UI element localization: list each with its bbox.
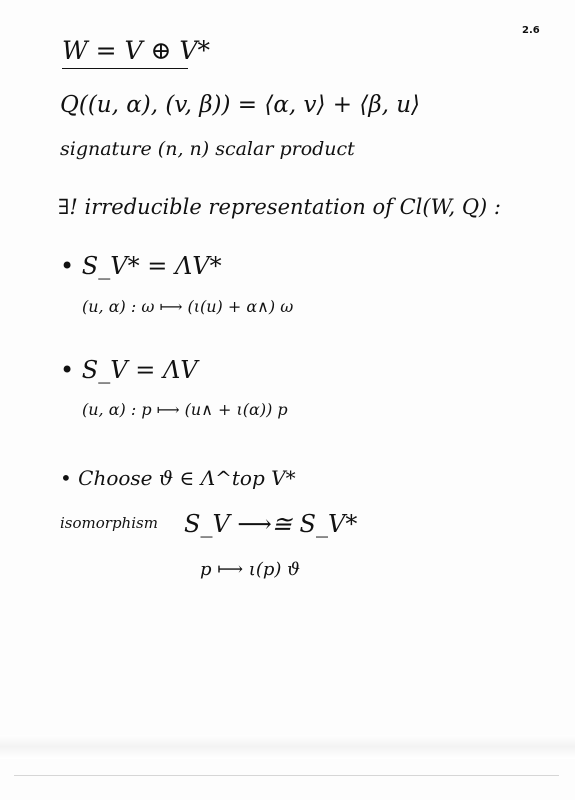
page-bottom-edge [14,775,559,776]
isomorphism-label: isomorphism [60,514,158,532]
irreducible-representation-line: ∃! irreducible representation of Cl(W, Q) : [58,195,501,219]
title-equation: W = V ⊕ V* [62,36,210,65]
bullet-marker: • [60,356,75,384]
bullet-choose [60,468,296,488]
isomorphism-map: S_V ⟶≅ S_V* [184,510,358,538]
page-number: 2.6 [522,25,540,36]
title-underline [62,68,188,69]
bullet-marker: • [60,252,75,280]
spinor-definition: S_V = ΛV [81,356,198,384]
scan-shadow [0,735,575,759]
bullet-marker: • [60,466,72,490]
map-rule: p ⟼ ι(p) ϑ [200,559,300,580]
spinor-dual-definition: S_V* = ΛV* [81,252,222,280]
spinor-dual-action: (u, α) : ω ⟼ (ι(u) + α∧) ω [82,297,294,316]
signature-line: signature (n, n) scalar product [60,138,355,160]
bullet-spinor [60,358,198,382]
bullet-spinor-dual [60,254,222,278]
spinor-action: (u, α) : p ⟼ (u∧ + ι(α)) p [82,400,288,419]
quadratic-form-line: Q((u, α), (v, β)) = ⟨α, v⟩ + ⟨β, u⟩ [60,92,421,118]
choose-volume-form: Choose ϑ ∈ Λ^top V* [78,466,296,490]
